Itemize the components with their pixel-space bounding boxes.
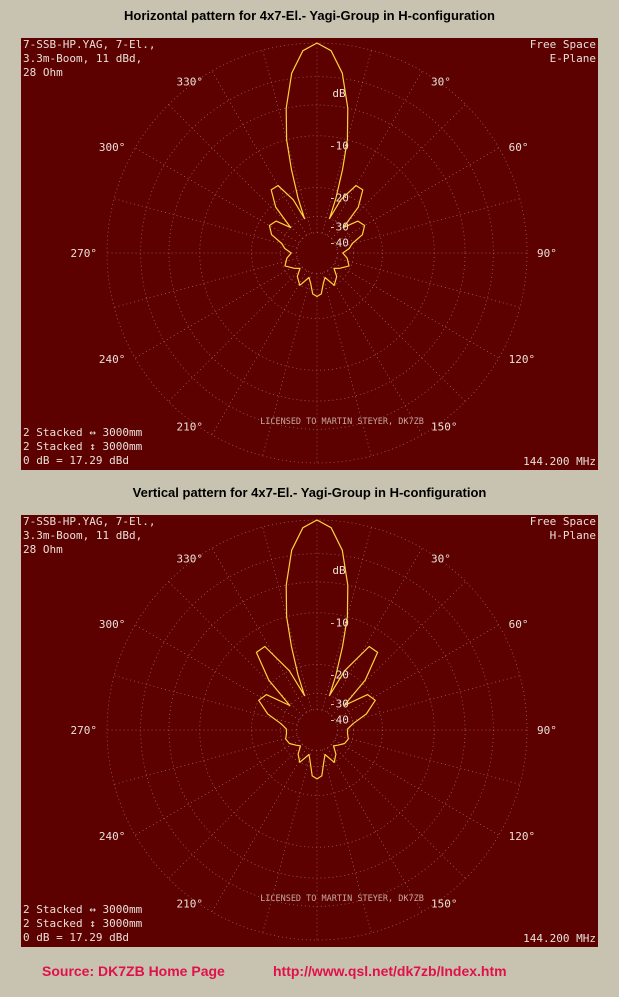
angle-label: 150° [431,897,458,911]
grid-spoke [337,199,520,248]
angle-label: 60° [508,141,529,154]
radial-label: -30 [329,220,349,234]
grid-spoke [337,258,520,307]
radial-label: -40 [329,713,349,727]
grid-spoke [135,148,299,243]
plane-line: E-Plane [549,52,596,65]
grid-circle [200,613,435,848]
grid-spoke [335,148,499,243]
radial-label: -10 [329,139,349,153]
angle-label: 270° [70,247,97,260]
info-line: 28 Ohm [23,66,63,79]
angle-label: 240° [98,830,126,843]
angle-label: 270° [70,724,97,737]
angle-label: 300° [98,141,126,154]
angle-label: 30° [431,75,451,89]
grid-circle [141,554,494,907]
radial-label: dB [332,87,346,100]
plane-line: Free Space [529,38,596,51]
plane-line: Free Space [529,515,596,528]
radial-label: -40 [329,236,349,250]
grid-spoke [335,740,499,835]
stack-line: 2 Stacked ↕ 3000mm [23,440,143,453]
vertical-pattern-plot [21,515,598,947]
license-label: LICENSED TO MARTIN STEYER, DK7ZB [260,894,424,904]
angle-label: 330° [176,552,203,566]
grid-spoke [337,735,520,784]
grid-spoke [335,625,499,720]
grid-spoke [212,748,307,912]
stack-line: 0 dB = 17.29 dBd [23,454,129,467]
footer-source: Source: DK7ZB Home Page [42,963,225,979]
grid-spoke [212,548,307,712]
angle-label: 60° [508,618,529,631]
grid-spoke [327,271,422,435]
stack-line: 0 dB = 17.29 dBd [23,931,129,944]
frequency-label: 144.200 MHz [523,455,596,468]
grid-spoke [135,263,299,358]
info-line: 28 Ohm [23,543,63,556]
grid-spoke [135,625,299,720]
radiation-pattern-curve [269,43,364,297]
grid-circle [169,105,465,401]
info-line: 7-SSB-HP.YAG, 7-El., [23,38,156,51]
grid-spoke [135,740,299,835]
angle-label: 240° [98,353,126,366]
stack-line: 2 Stacked ↔ 3000mm [23,903,143,916]
info-line: 7-SSB-HP.YAG, 7-El., [23,515,156,528]
stack-line: 2 Stacked ↕ 3000mm [23,917,143,930]
radial-label: -10 [329,616,349,630]
horizontal-pattern-plot [21,38,598,470]
grid-spoke [212,71,307,235]
radial-label: -30 [329,697,349,711]
grid-spoke [322,273,371,456]
grid-spoke [263,273,312,456]
grid-spoke [322,750,371,933]
vertical-pattern-svg [21,515,598,947]
grid [107,43,527,463]
angle-label: 210° [176,420,203,434]
grid-spoke [263,750,312,933]
info-line: 3.3m-Boom, 11 dBd, [23,529,143,542]
angle-label: 330° [176,75,203,89]
angle-label: 90° [537,247,557,260]
grid-spoke [114,258,297,307]
radial-label: dB [332,564,346,577]
angle-label: 150° [431,420,458,434]
radial-label: -20 [329,668,349,682]
radial-label: -20 [329,191,349,205]
horizontal-pattern-svg [21,38,598,470]
grid-spoke [335,263,499,358]
grid-spoke [212,271,307,435]
angle-label: 90° [537,724,557,737]
angle-label: 120° [508,353,536,366]
info-line: 3.3m-Boom, 11 dBd, [23,52,143,65]
angle-label: 210° [176,897,203,911]
plane-line: H-Plane [549,529,596,542]
grid-spoke [114,199,297,248]
grid-spoke [337,676,520,725]
angle-label: 30° [431,552,451,566]
grid-spoke [327,748,422,912]
angle-label: 300° [98,618,126,631]
grid-spoke [114,735,297,784]
vertical-pattern-title: Vertical pattern for 4x7-El.- Yagi-Group in H-configuration [132,485,487,500]
footer-url[interactable]: http://www.qsl.net/dk7zb/Index.htm [273,963,507,979]
grid-spoke [114,676,297,725]
frequency-label: 144.200 MHz [523,932,596,945]
horizontal-pattern-title: Horizontal pattern for 4x7-El.- Yagi-Group in H-configuration [124,8,495,23]
angle-label: 120° [508,830,536,843]
license-label: LICENSED TO MARTIN STEYER, DK7ZB [260,417,424,427]
stack-line: 2 Stacked ↔ 3000mm [23,426,143,439]
grid [107,520,527,940]
